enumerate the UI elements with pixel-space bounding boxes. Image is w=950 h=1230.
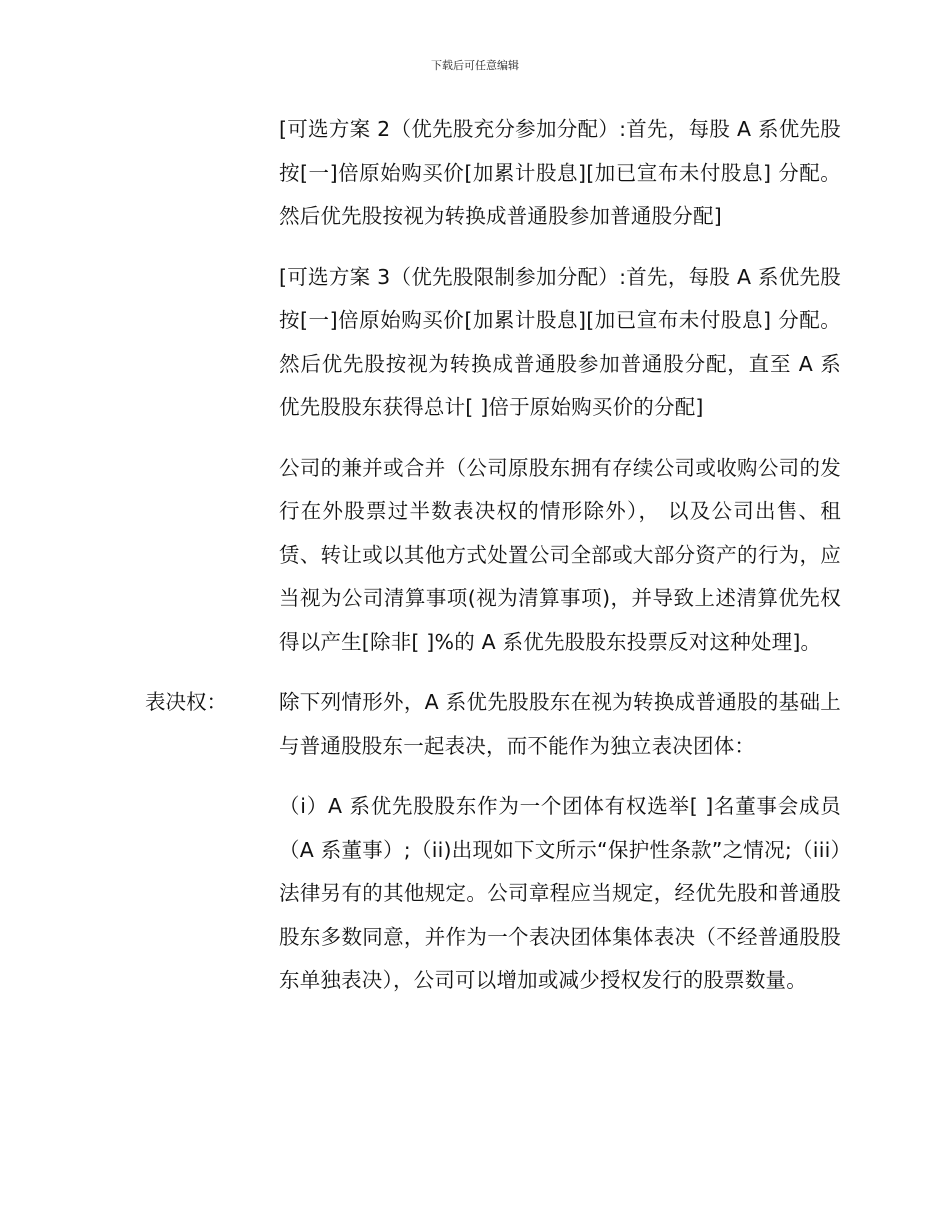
paragraph-voting-items: （i）A 系优先股股东作为一个团体有权选举[ ]名董事会成员（A 系董事）;（ii)出现如下文所示“保护性条款”之情况;（iii）法律另有的其他规定。公司章程应当规定，经优先股和普通股股东多数同意，并作为一个表决团体集体表决（不经普通股股东单独表决），公司可以增加或减少授权发行的股票数量。 — [279, 794, 841, 992]
paragraph-option-2: [可选方案 2（优先股充分参加分配）:首先，每股 A 系优先股按[一]倍原始购买价[加累计股息][加已宣布未付股息] 分配。然后优先股按视为转换成普通股参加普通股分配] — [279, 117, 841, 228]
paragraph-merger: 公司的兼并或合并（公司原股东拥有存续公司或收购公司的发行在外股票过半数表决权的情形除外）， 以及公司出售、租赁、转让或以其他方式处置公司全部或大部分资产的行为，应当视为公司清算事项(视为清算事项)，并导致上述清算优先权得以产生[除非[ ]%的 A 系优先股股东投票反对这种处理]。 — [279, 455, 841, 654]
voting-rights-label: 表决权： — [145, 690, 227, 714]
page-header: 下载后可任意编辑 — [431, 59, 519, 72]
voting-rights-section — [0, 681, 950, 768]
document-body — [0, 108, 950, 1003]
paragraph-voting-intro: 除下列情形外，A 系优先股股东在视为转换成普通股的基础上与普通股股东一起表决，而不能作为独立表决团体： — [279, 690, 841, 758]
paragraph-option-3: [可选方案 3（优先股限制参加分配）:首先，每股 A 系优先股按[一]倍原始购买价[加累计股息][加已宣布未付股息] 分配。然后优先股按视为转换成普通股参加普通股分配，直至 A 系优先股股东获得总计[ ]倍于原始购买价的分配] — [279, 264, 841, 419]
